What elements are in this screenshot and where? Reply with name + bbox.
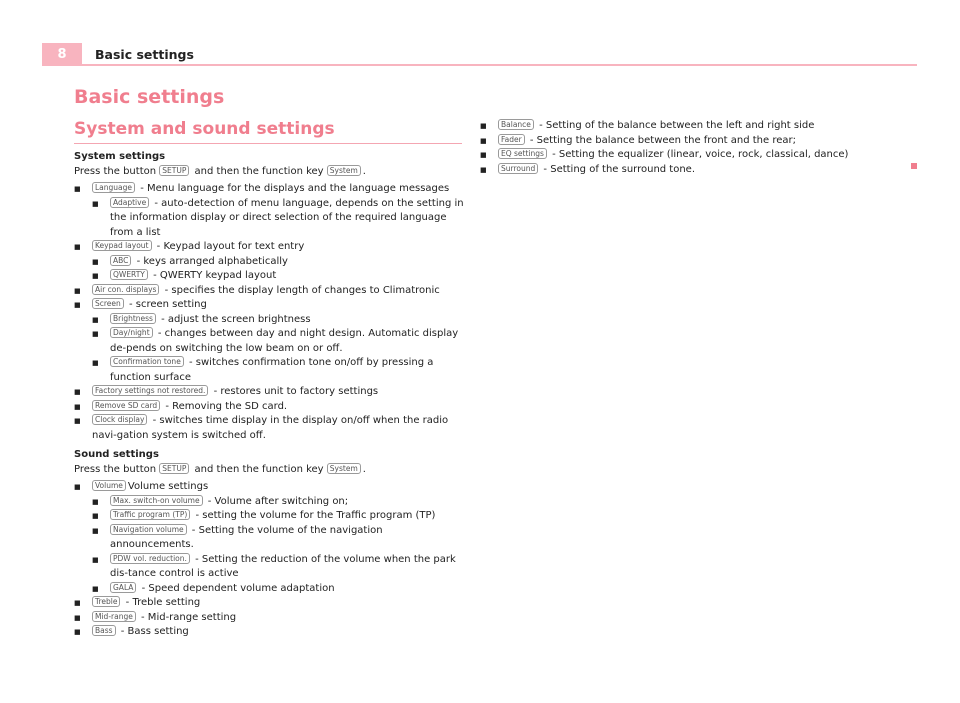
item-description: - setting the volume for the Traffic program (TP): [192, 510, 436, 521]
system-settings-heading: System settings: [74, 151, 166, 162]
page-title: Basic settings: [74, 86, 225, 108]
item-description: - Treble setting: [122, 597, 201, 608]
list-item: [74, 182, 464, 197]
bullet-icon: ■: [92, 526, 99, 535]
function-key: Factory settings not restored.: [92, 385, 208, 396]
item-description: - switches time display in the display on/off when the radio navi-gation system is switched off.: [92, 415, 449, 441]
bullet-icon: ■: [74, 483, 81, 491]
function-key: Language: [92, 182, 135, 193]
header-divider: [82, 64, 917, 66]
list-item: [480, 134, 880, 149]
function-key: ABC: [110, 255, 131, 266]
sound-settings-heading: Sound settings: [74, 449, 159, 460]
sub-list-item: [74, 327, 464, 356]
item-description: Volume settings: [127, 481, 209, 492]
item-description: - restores unit to factory settings: [210, 386, 379, 397]
item-description: - switches confirmation tone on/off by pressing a function surface: [110, 357, 434, 383]
function-key: Keypad layout: [92, 240, 152, 251]
bullet-icon: ■: [92, 555, 99, 564]
bullet-icon: ■: [74, 301, 81, 309]
system-key: System: [327, 463, 361, 474]
list-item: [74, 414, 464, 443]
function-key: Day/night: [110, 327, 153, 338]
running-header-title: Basic settings: [95, 47, 194, 62]
bullet-icon: ■: [74, 417, 81, 425]
function-key: GALA: [110, 582, 136, 593]
function-key: Confirmation tone: [110, 356, 184, 367]
system-intro: Press the button SETUP and then the function key System .: [74, 165, 366, 177]
end-of-section-marker: [911, 163, 917, 169]
left-column: [74, 150, 464, 640]
item-description: - keys arranged alphabetically: [133, 255, 288, 267]
item-description: - changes between day and night design. Automatic display de-pends on switching the low beam on or off.: [110, 328, 459, 354]
bullet-icon: ■: [74, 243, 81, 251]
sub-list-item: [74, 313, 464, 328]
bullet-icon: ■: [74, 402, 81, 411]
function-key: Fader: [498, 134, 525, 145]
sub-list-item: [74, 255, 464, 270]
sub-list-item: [74, 509, 464, 524]
function-key: Bass: [92, 625, 116, 636]
item-description: - Setting the reduction of the volume when the park dis-tance control is active: [110, 553, 456, 579]
function-key: Air con. displays: [92, 284, 159, 295]
bullet-icon: ■: [92, 512, 99, 520]
bullet-icon: ■: [92, 359, 99, 367]
list-item: [480, 148, 880, 163]
bullet-icon: ■: [92, 330, 99, 338]
sub-list-item: [74, 269, 464, 284]
bullet-icon: ■: [480, 136, 487, 145]
item-description: - auto-detection of menu language, depends on the setting in the information display or direct selection of the required language from a list: [110, 197, 464, 238]
function-key: Traffic program (TP): [110, 509, 190, 520]
sub-list-item: [74, 524, 464, 553]
setup-key: SETUP: [159, 165, 189, 176]
bullet-icon: ■: [74, 599, 81, 607]
sub-list-item: [74, 495, 464, 510]
item-description: - Keypad layout for text entry: [153, 241, 305, 252]
list-item: [74, 400, 464, 415]
bullet-icon: ■: [74, 185, 81, 193]
item-description: - screen setting: [125, 299, 207, 310]
item-description: - Mid-range setting: [137, 611, 237, 623]
sub-list-item: [74, 356, 464, 385]
sub-list-item: [74, 553, 464, 582]
function-key: QWERTY: [110, 269, 148, 280]
function-key: Treble: [92, 596, 120, 607]
function-key: Navigation volume: [110, 524, 187, 535]
item-description: - Setting the balance between the front and the rear;: [526, 134, 796, 146]
list-item: [74, 480, 464, 495]
item-description: - Menu language for the displays and the language messages: [137, 183, 450, 194]
item-description: - adjust the screen brightness: [157, 313, 311, 325]
balance-settings-list: [480, 119, 880, 177]
list-item: [74, 298, 464, 313]
list-item: [480, 119, 880, 134]
bullet-icon: ■: [74, 286, 81, 295]
function-key: Adaptive: [110, 197, 149, 208]
sound-settings-list: [74, 480, 464, 640]
right-column: [480, 119, 880, 177]
section-divider: [74, 143, 462, 144]
item-description: - Speed dependent volume adaptation: [138, 582, 335, 594]
system-key: System: [327, 165, 361, 176]
list-item: [74, 596, 464, 611]
bullet-icon: ■: [74, 613, 81, 622]
function-key: Balance: [498, 119, 534, 130]
bullet-icon: ■: [92, 584, 99, 593]
list-item: [74, 385, 464, 400]
bullet-icon: ■: [480, 151, 487, 159]
bullet-icon: ■: [92, 272, 99, 280]
item-description: - Setting of the surround tone.: [540, 163, 696, 175]
sound-intro: Press the button SETUP and then the function key System .: [74, 463, 366, 475]
list-item: [74, 284, 464, 299]
function-key: Brightness: [110, 313, 156, 324]
item-description: - Bass setting: [117, 626, 189, 637]
function-key: Remove SD card: [92, 400, 160, 411]
function-key: Surround: [498, 163, 538, 174]
section-title: System and sound settings: [74, 119, 335, 139]
list-item: [74, 240, 464, 255]
item-description: - Setting of the balance between the left and right side: [535, 120, 815, 131]
bullet-icon: ■: [74, 628, 81, 636]
item-description: - Removing the SD card.: [162, 400, 288, 412]
function-key: Mid-range: [92, 611, 136, 622]
function-key: Max. switch-on volume: [110, 495, 203, 506]
item-description: - QWERTY keypad layout: [149, 270, 277, 281]
sub-list-item: [74, 582, 464, 597]
bullet-icon: ■: [92, 257, 99, 266]
bullet-icon: ■: [92, 199, 99, 208]
list-item: [74, 611, 464, 626]
page-number: 8: [42, 43, 82, 66]
system-settings-list: [74, 182, 464, 443]
bullet-icon: ■: [92, 497, 99, 506]
function-key: Screen: [92, 298, 124, 309]
function-key: Clock display: [92, 414, 147, 425]
setup-key: SETUP: [159, 463, 189, 474]
list-item: [74, 625, 464, 640]
sub-list-item: [74, 197, 464, 241]
bullet-icon: ■: [92, 315, 99, 324]
item-description: - Setting the equalizer (linear, voice, rock, classical, dance): [548, 149, 849, 160]
item-description: - Setting the volume of the navigation announcements.: [110, 524, 383, 550]
function-key: EQ settings: [498, 148, 547, 159]
list-item: [480, 163, 880, 178]
bullet-icon: ■: [480, 122, 487, 130]
item-description: - Volume after switching on;: [204, 495, 349, 507]
bullet-icon: ■: [480, 165, 487, 174]
item-description: - specifies the display length of changes to Climatronic: [161, 284, 440, 296]
bullet-icon: ■: [74, 388, 81, 396]
function-key: Volume: [92, 480, 126, 491]
function-key: PDW vol. reduction.: [110, 553, 190, 564]
